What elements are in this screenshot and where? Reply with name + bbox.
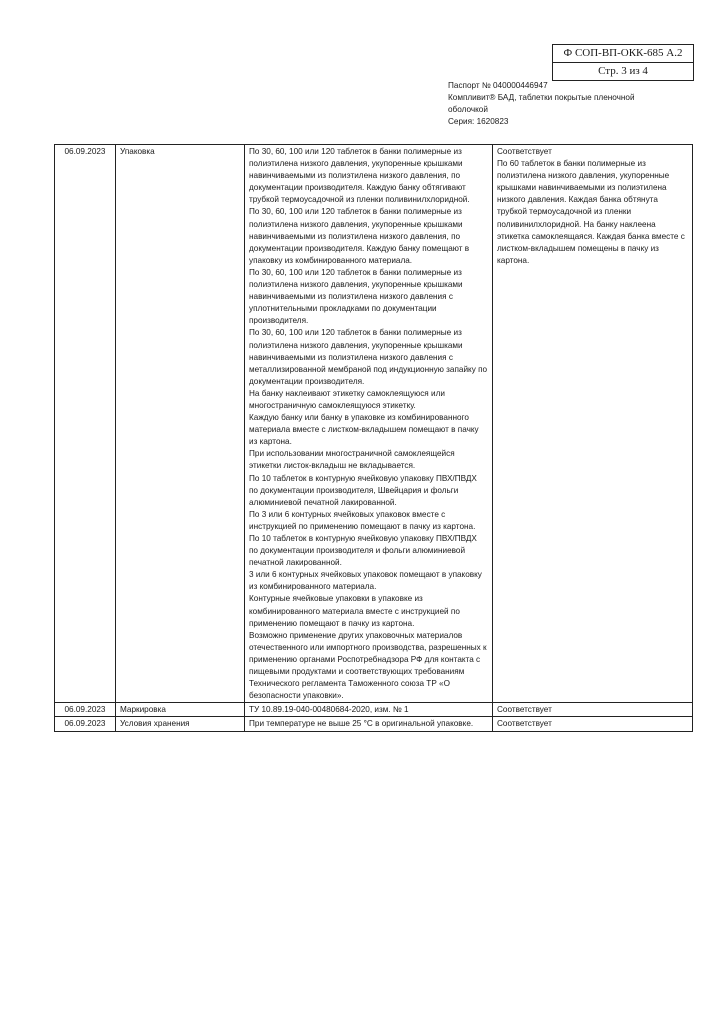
form-code-box xyxy=(552,44,694,81)
result-cell: Соответствует xyxy=(493,717,693,731)
requirement-paragraph: По 10 таблеток в контурную ячейковую упаковку ПВХ/ПВДХ по документации производителя и фольги алюминиевой печатной лакированной. xyxy=(249,534,477,568)
requirement-paragraph: ТУ 10.89.19-040-00480684-2020, изм. № 1 xyxy=(249,705,409,715)
requirement-paragraph: По 3 или 6 контурных ячейковых упаковок вместе с инструкцией по применению помещают в пачку из картона. xyxy=(249,509,476,531)
table-row xyxy=(55,717,693,731)
requirement-paragraph: При температуре не выше 25 °С в оригинальной упаковке. xyxy=(249,719,474,729)
requirement-cell xyxy=(245,717,493,731)
test-results-table xyxy=(54,144,693,732)
requirement-paragraph: Возможно применение других упаковочных материалов отечественного или импортного производства, разрешенных к применению органами Роспотребнадзора РФ для контакта с пищевыми продуктами и соответствующих требованиям Технического регламента Таможенного союза ТР «О безопасности упаковки». xyxy=(249,630,487,701)
requirement-paragraph: По 30, 60, 100 или 120 таблеток в банки полимерные из полиэтилена низкого давления, укупоренные крышками навинчиваемыми из полиэтилена низкого давления с металлизированной мембраной под индукционную запайку по документации производителя. xyxy=(249,328,488,386)
requirement-paragraph: При использовании многостраничной самоклеящейся этикетки листок-вкладыш не вкладывается. xyxy=(249,449,455,471)
requirement-paragraph: Каждую банку или банку в упаковке из комбинированного материала вместе с листком-вкладышем помещают в пачку из картона. xyxy=(249,413,479,447)
result-cell: Соответствует По 60 таблеток в банки полимерные из полиэтилена низкого давления, укупоренные крышками навинчиваемыми из полиэтилена низкого давления. Каждая банка обтянута трубкой термоусадочной из пленки поливинилхлоридной. На банку наклеена этикетка самоклеящаяся. Каждая банка вместе с листком-вкладышем помещены в пачку из картона. xyxy=(493,145,693,703)
requirement-paragraph: По 30, 60, 100 или 120 таблеток в банки полимерные из полиэтилена низкого давления, укупоренные крышками навинчиваемыми из полиэтилена низкого давления, по документации производителя. Каждую банку помещают в упаковку из комбинированного материала. xyxy=(249,207,470,265)
test-date: 06.09.2023 xyxy=(55,145,116,703)
result-cell: Соответствует xyxy=(493,703,693,717)
table-row xyxy=(55,703,693,717)
form-code: Ф СОП-ВП-ОКК-685 А.2 xyxy=(563,47,683,59)
passport-block xyxy=(448,80,635,128)
requirement-paragraph: По 30, 60, 100 или 120 таблеток в банки полимерные из полиэтилена низкого давления, укупоренные крышками навинчиваемыми из полиэтилена низкого давления с уплотнительными прокладками по документации производителя. xyxy=(249,267,463,326)
requirement-cell xyxy=(245,703,493,717)
requirement-cell xyxy=(245,145,493,703)
product-name-line1: Компливит® БАД, таблетки покрытые пленочной xyxy=(448,93,635,102)
table-row xyxy=(55,145,693,703)
requirement-paragraph: 3 или 6 контурных ячейковых упаковок помещают в упаковку из комбинированного материала. xyxy=(249,570,482,592)
series-number: Серия: 1620823 xyxy=(448,117,509,126)
test-date: 06.09.2023 xyxy=(55,717,116,731)
indicator-name: Упаковка xyxy=(116,145,245,703)
requirement-paragraph: Контурные ячейковые упаковки в упаковке из комбинированного материала вместе с инструкцией по применению помещают в пачку из картона. xyxy=(249,594,460,628)
product-name-line2: оболочкой xyxy=(448,105,488,114)
indicator-name: Условия хранения xyxy=(116,717,245,731)
requirement-paragraph: По 30, 60, 100 или 120 таблеток в банки полимерные из полиэтилена низкого давления, укупоренные крышками навинчиваемыми из полиэтилена низкого давления, по документации производителя. Каждую банку обтягивают трубкой термоусадочной из пленки поливинилхлоридной. xyxy=(249,147,470,205)
passport-number: Паспорт № 040000446947 xyxy=(448,81,548,90)
page-number: Стр. 3 из 4 xyxy=(553,62,693,80)
test-date: 06.09.2023 xyxy=(55,703,116,717)
requirement-paragraph: На банку наклеивают этикетку самоклеящуюся или многостраничную самоклеящуюся этикетку. xyxy=(249,388,445,410)
requirement-paragraph: По 10 таблеток в контурную ячейковую упаковку ПВХ/ПВДХ по документации производителя, Швейцария и фольги алюминиевой печатной лакированной. xyxy=(249,473,477,507)
indicator-name: Маркировка xyxy=(116,703,245,717)
